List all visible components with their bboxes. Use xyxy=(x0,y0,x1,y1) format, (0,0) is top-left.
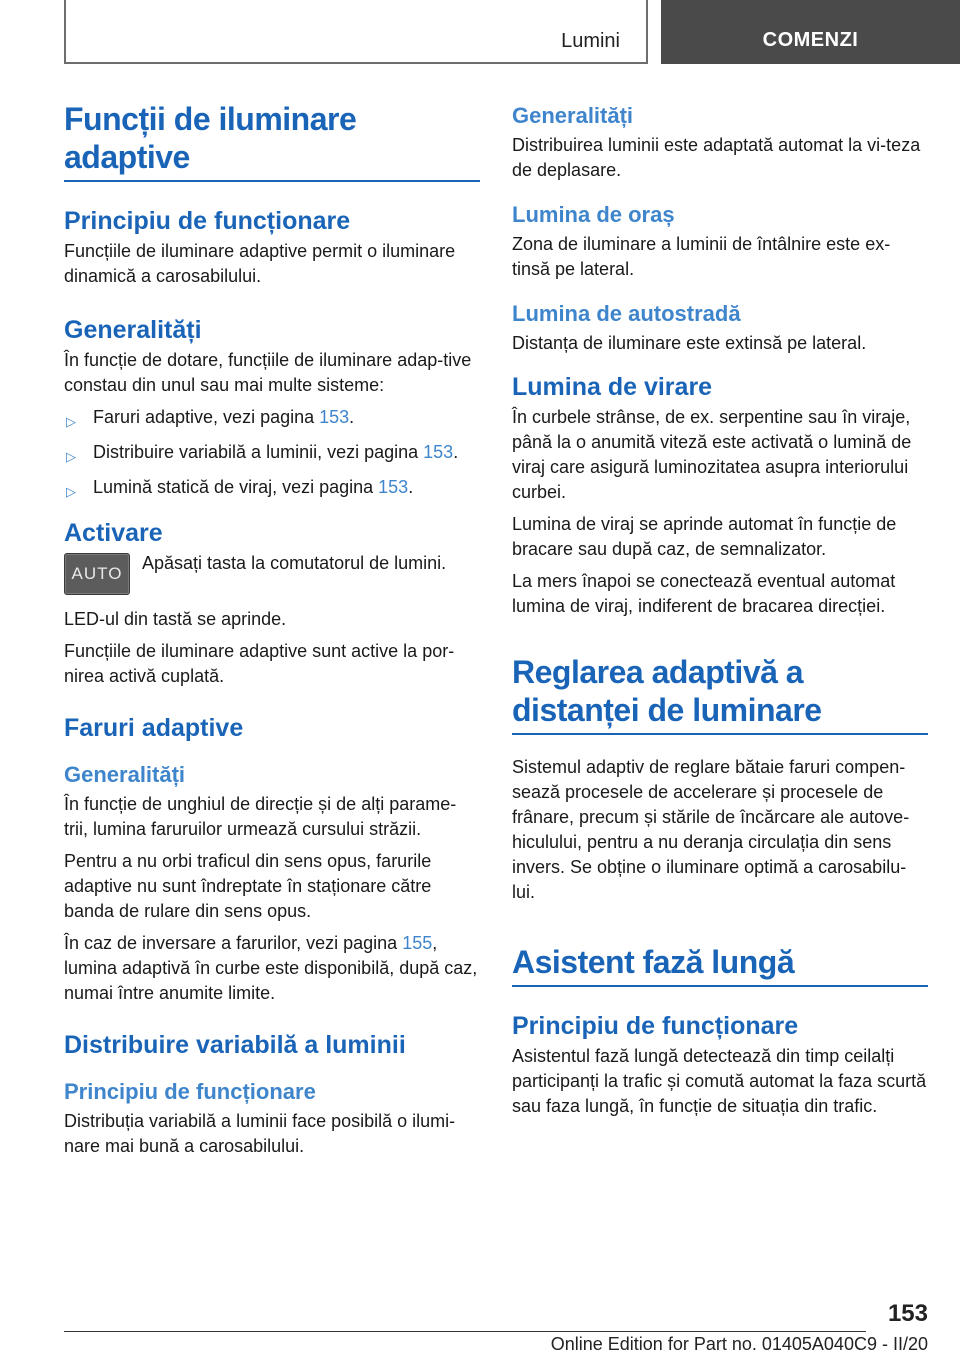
headlights-paragraph-1: În funcție de unghiul de direcție și de alți parame-trii, lumina faruruilor urmează cursului străzii. xyxy=(64,794,457,839)
page-link-155[interactable]: 155 xyxy=(402,933,433,953)
page-link-153[interactable]: 153 xyxy=(319,407,350,427)
principle-text: Funcțiile de iluminare adaptive permit o iluminare dinamică a carosabilului. xyxy=(64,241,456,286)
list-item: ▷ Distribuire variabilă a luminii, vezi pagina 153. xyxy=(64,440,480,465)
title-headlight-range-control xyxy=(512,653,928,735)
list-item: ▷ Faruri adaptive, vezi pagina 153. xyxy=(64,405,480,430)
heading-general-distribution: Generalități xyxy=(512,103,634,128)
city-light-text: Zona de iluminare a luminii de întâlnire este ex-tinsă pe lateral. xyxy=(512,234,891,279)
heading-headlights-general: Generalități xyxy=(64,762,186,787)
active-text: Funcțiile de iluminare adaptive sunt active la por-nirea activă cuplată. xyxy=(64,641,455,686)
highway-light-text: Distanța de iluminare este extinsă pe lateral. xyxy=(512,333,867,353)
led-text: LED-ul din tastă se aprinde. xyxy=(64,609,287,629)
heading-activation: Activare xyxy=(64,519,163,547)
heading-general: Generalități xyxy=(64,316,202,344)
heading-assistant-principle: Principiu de funcționare xyxy=(512,1012,799,1040)
heading-variable-distribution: Distribuire variabilă a luminii xyxy=(64,1031,406,1059)
cornering-paragraph-3: La mers înapoi se conectează eventual automat lumina de viraj, indiferent de bracarea direcției. xyxy=(512,571,896,616)
systems-list xyxy=(64,405,480,500)
range-control-text: Sistemul adaptiv de reglare bătaie faruri compen-sează procesele de accelerare și procesele de frânare, precum și stările de încărcare ale autove-hiculului, pentru a nu deranja circulația din sens invers. Se obține o iluminare optimă a carosabilu-lui. xyxy=(512,757,910,902)
triangle-bullet-icon: ▷ xyxy=(66,449,76,464)
activation-row xyxy=(64,551,480,595)
headlights-paragraph-3: În caz de inversare a farurilor, vezi pagina 155, lumina adaptivă în curbe este disponibilă, după caz, numai între anumite limite. xyxy=(64,933,478,1003)
page-link-153[interactable]: 153 xyxy=(423,442,454,462)
cornering-paragraph-2: Lumina de viraj se aprinde automat în funcție de bracare sau după caz, de semnalizator. xyxy=(512,514,897,559)
page-link-153[interactable]: 153 xyxy=(378,477,409,497)
heading-distribution-principle: Principiu de funcționare xyxy=(64,1079,316,1104)
footer-divider xyxy=(64,1331,866,1332)
triangle-bullet-icon: ▷ xyxy=(66,484,76,499)
general-text: În funcție de dotare, funcțiile de iluminare adap-tive constau din unul sau mai multe sisteme: xyxy=(64,350,472,395)
triangle-bullet-icon: ▷ xyxy=(66,414,76,429)
headlights-paragraph-2: Pentru a nu orbi traficul din sens opus, farurile adaptive nu sunt îndreptate în staționare către banda de rulare din sens opus. xyxy=(64,851,432,921)
title-line-1: Funcții de iluminare xyxy=(64,101,357,137)
heading-cornering-light: Lumina de virare xyxy=(512,373,713,401)
title-line-1: Reglarea adaptivă a xyxy=(512,654,804,690)
general-distribution-text: Distribuirea luminii este adaptată automat la vi-teza de deplasare. xyxy=(512,135,921,180)
right-column xyxy=(512,100,928,1126)
auto-button-icon: AUTO xyxy=(64,553,130,595)
heading-principle: Principiu de funcționare xyxy=(64,207,351,235)
cornering-paragraph-1: În curbele strânse, de ex. serpentine sau în viraje, până la o anumită viteză este activată o lumină de viraj care asigură luminozitatea asupra interiorului curbei. xyxy=(512,407,912,502)
title-high-beam-assistant: Asistent fază lungă xyxy=(512,943,928,987)
heading-city-light: Lumina de oraș xyxy=(512,202,675,227)
title-adaptive-lighting xyxy=(64,100,480,182)
heading-adaptive-headlights: Faruri adaptive xyxy=(64,714,244,742)
activation-text: Apăsați tasta la comutatorul de lumini. xyxy=(142,553,447,573)
list-item: ▷ Lumină statică de viraj, vezi pagina 153. xyxy=(64,475,480,500)
footer-edition: Online Edition for Part no. 01405A040C9 - II/20 xyxy=(550,1334,928,1354)
page-number: 153 xyxy=(887,1300,928,1327)
title-line-2: distanței de luminare xyxy=(512,692,822,728)
title-line-2: adaptive xyxy=(64,139,190,175)
distribution-text: Distribuția variabilă a luminii face posibilă o ilumi-nare mai bună a carosabilului. xyxy=(64,1111,456,1156)
header-chapter-tab: COMENZI xyxy=(661,0,960,64)
heading-highway-light: Lumina de autostradă xyxy=(512,301,741,326)
header-section-title: Lumini xyxy=(561,30,620,52)
header-section-box xyxy=(64,0,648,64)
left-column xyxy=(64,100,480,1166)
assistant-text: Asistentul fază lungă detectează din timp ceilalți participanți la trafic și comută automat la faza scurtă sau faza lungă, în funcție de situația din trafic. xyxy=(512,1046,927,1116)
